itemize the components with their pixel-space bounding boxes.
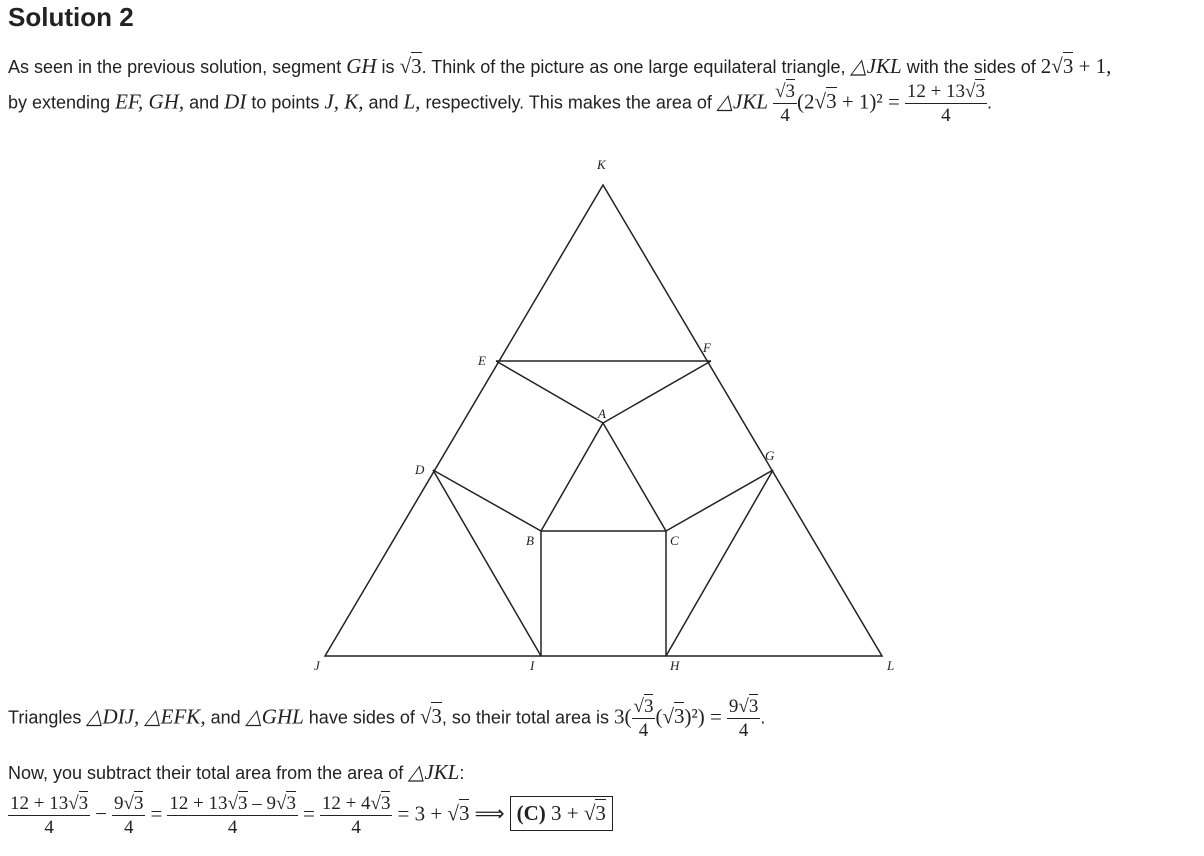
label-a: A [598,406,606,421]
segment-ac [603,423,666,531]
paragraph-2: by extending EF, GH, and DI to points J, K, and L, respectively. This makes the area of △JKL $\frac{√3}{4}$ (2√3 + 1)² = $\frac{12 + 13√3}{4}$ . [8,81,992,126]
fraction-area-jkl: $\frac{12 + 13√3}{4}$ [906,81,985,126]
sqrt-expression: √3 [399,54,422,78]
segment-fa [603,361,711,423]
segment-di [433,470,541,656]
label-i: I [530,658,535,673]
label-e: E [478,353,486,368]
label-k: K [597,157,606,172]
label-f: F [703,340,711,355]
answer-box: (C) 3 + √3 [510,796,613,831]
paragraph-4: Now, you subtract their total area from the area of △JKL: [8,760,465,784]
label-b: B [526,533,534,548]
fraction-2: $\frac{9√3}{4}$ [114,793,144,838]
paragraph-1: As seen in the previous solution, segment GH is √3. Think of the picture as one large equilateral triangle, △JKL with the sides of 2√3 + 1, [8,54,1112,78]
final-computation: $\frac{12 + 13√3}{4}$ − $\frac{9√3}{4}$ = $\frac{12 + 13√3 - 9√3}{4}$ = $\frac{12 + 4√3}{4}$ = 3 + √3 ⟹ (C) 3 + √3 [8,794,613,837]
segment-ab [541,423,603,531]
label-g: G [765,448,775,463]
fraction-1: $\frac{12 + 13√3}{4}$ [10,793,89,838]
segment-gc [666,470,773,531]
segment-ea [496,361,603,423]
label-d: D [415,462,425,477]
fraction-sqrt3-over-4: $\frac{√3}{4}$ [775,81,796,126]
paragraph-3: Triangles △DIJ, △EFK, and △GHL have sides of √3, so their total area is 3( $\frac{√3}{4}$ (√3)²) = $\frac{9√3}{4}$ . [8,696,766,741]
label-c: C [670,533,679,548]
segment-gh [666,470,773,656]
side-length: 2√3 + 1, [1040,54,1112,78]
label-l: L [887,658,895,673]
solution-heading: Solution 2 [8,2,134,32]
label-h: H [670,658,680,673]
fraction-4: $\frac{12 + 4√3}{4}$ [321,793,391,838]
label-j: J [314,658,320,673]
fraction-sqrt3-over-4: $\frac{√3}{4}$ [633,696,654,741]
fraction-3: $\frac{12 + 13√3 - 9√3}{4}$ [169,793,296,838]
segment-db [433,470,541,531]
fraction-total-area: $\frac{9√3}{4}$ [728,696,759,741]
